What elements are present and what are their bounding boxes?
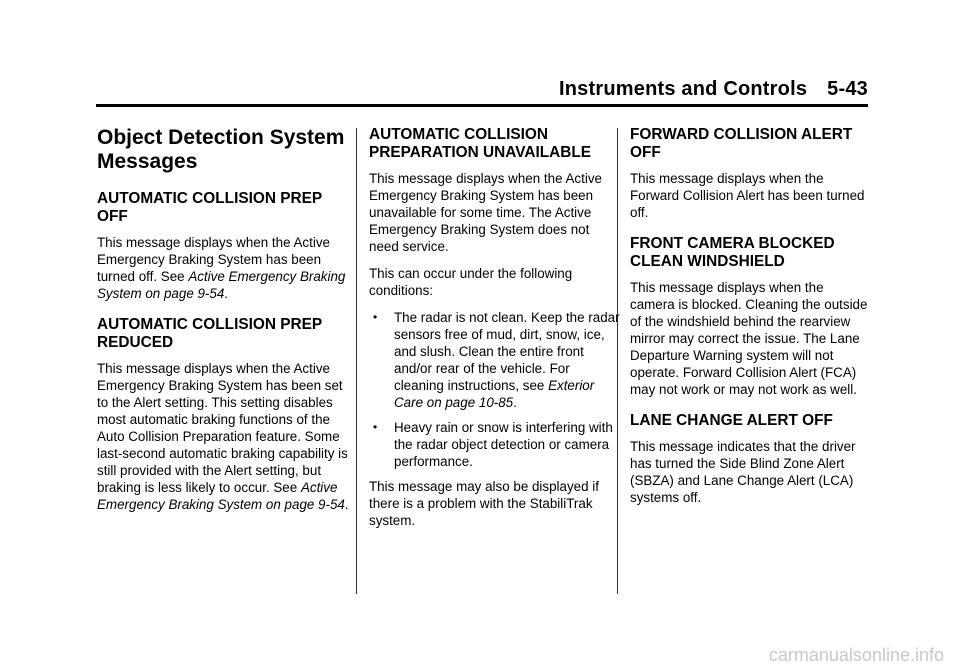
section-title: Instruments and Controls <box>559 78 808 100</box>
paragraph-end: . <box>344 497 349 512</box>
column-divider-1 <box>356 128 357 594</box>
column-1 <box>97 126 349 527</box>
list-item <box>369 419 621 470</box>
paragraph-lane-change: This message indicates that the driver has turned the Side Blind Zone Alert (SBZA) and Lane Change Alert (LCA) systems off. <box>630 439 856 505</box>
paragraph-stabilitrak: This message may also be displayed if there is a problem with the StabiliTrak system. <box>369 479 599 528</box>
page-number: 5-43 <box>827 78 868 100</box>
heading-auto-collision-prep-off: AUTOMATIC COLLISION PREP OFF <box>97 190 322 225</box>
paragraph-camera-blocked: This message displays when the camera is blocked. Cleaning the outside of the windshield behind the rearview mirror may correct the issue. The Lane Departure Warning system will not operate. Forward Collision Alert (FCA) may not work or may not work as well. <box>630 280 868 397</box>
heading-prep-unavailable: AUTOMATIC COLLISION PREPARATION UNAVAILABLE <box>369 126 592 161</box>
heading-auto-collision-prep-reduced: AUTOMATIC COLLISION PREP REDUCED <box>97 316 322 351</box>
cross-reference-link[interactable]: Exterior Care on page 10-85 <box>394 378 595 410</box>
list-item-text: The radar is not clean. Keep the radar sensors free of mud, dirt, snow, ice, and slush. Clean the entire front and/or rear of the vehicle. For cleaning instructions, see <box>394 310 620 393</box>
paragraph-text: This message displays when the Active Emergency Braking System has been set to the Alert setting. This setting disables most automatic braking functions of the Auto Collision Preparation feature. Some last-second automatic braking capability is still provided with the Alert setting, but braking is less likely to occur. See <box>97 361 348 495</box>
list-item-text: Heavy rain or snow is interfering with the radar object detection or camera performance. <box>394 420 613 469</box>
page-title: Object Detection System Messages <box>97 126 345 173</box>
list-item-end: . <box>513 395 517 410</box>
heading-lane-change-alert-off: LANE CHANGE ALERT OFF <box>630 412 833 429</box>
heading-front-camera-blocked: FRONT CAMERA BLOCKED CLEAN WINDSHIELD <box>630 235 835 270</box>
list-item <box>369 309 621 411</box>
paragraph-end: . <box>224 286 229 301</box>
bullet-icon: • <box>373 420 378 434</box>
watermark: carmanualsonline.info <box>768 645 944 665</box>
cross-reference-link[interactable]: Active Emergency Braking System on page 9-54 <box>97 269 346 301</box>
heading-forward-collision-alert-off: FORWARD COLLISION ALERT OFF <box>630 126 853 161</box>
paragraph-prep-reduced <box>97 360 349 513</box>
cross-reference-link[interactable]: Active Emergency Braking System on page 9-54 <box>97 480 345 512</box>
bullet-icon: • <box>373 310 378 324</box>
paragraph-fca-off: This message displays when the Forward Collision Alert has been turned off. <box>630 171 865 220</box>
paragraph-text: This message displays when the Active Emergency Braking System has been turned off. See <box>97 235 330 284</box>
page-header <box>0 78 868 101</box>
paragraph-prep-off <box>97 234 349 302</box>
conditions-list <box>369 309 621 470</box>
column-3 <box>630 126 870 520</box>
header-rule <box>96 104 868 107</box>
paragraph-conditions: This can occur under the following conditions: <box>369 266 573 298</box>
column-2 <box>369 126 621 543</box>
paragraph-unavailable: This message displays when the Active Emergency Braking System has been unavailable for some time. The Active Emergency Braking System does not need service. <box>369 171 602 254</box>
